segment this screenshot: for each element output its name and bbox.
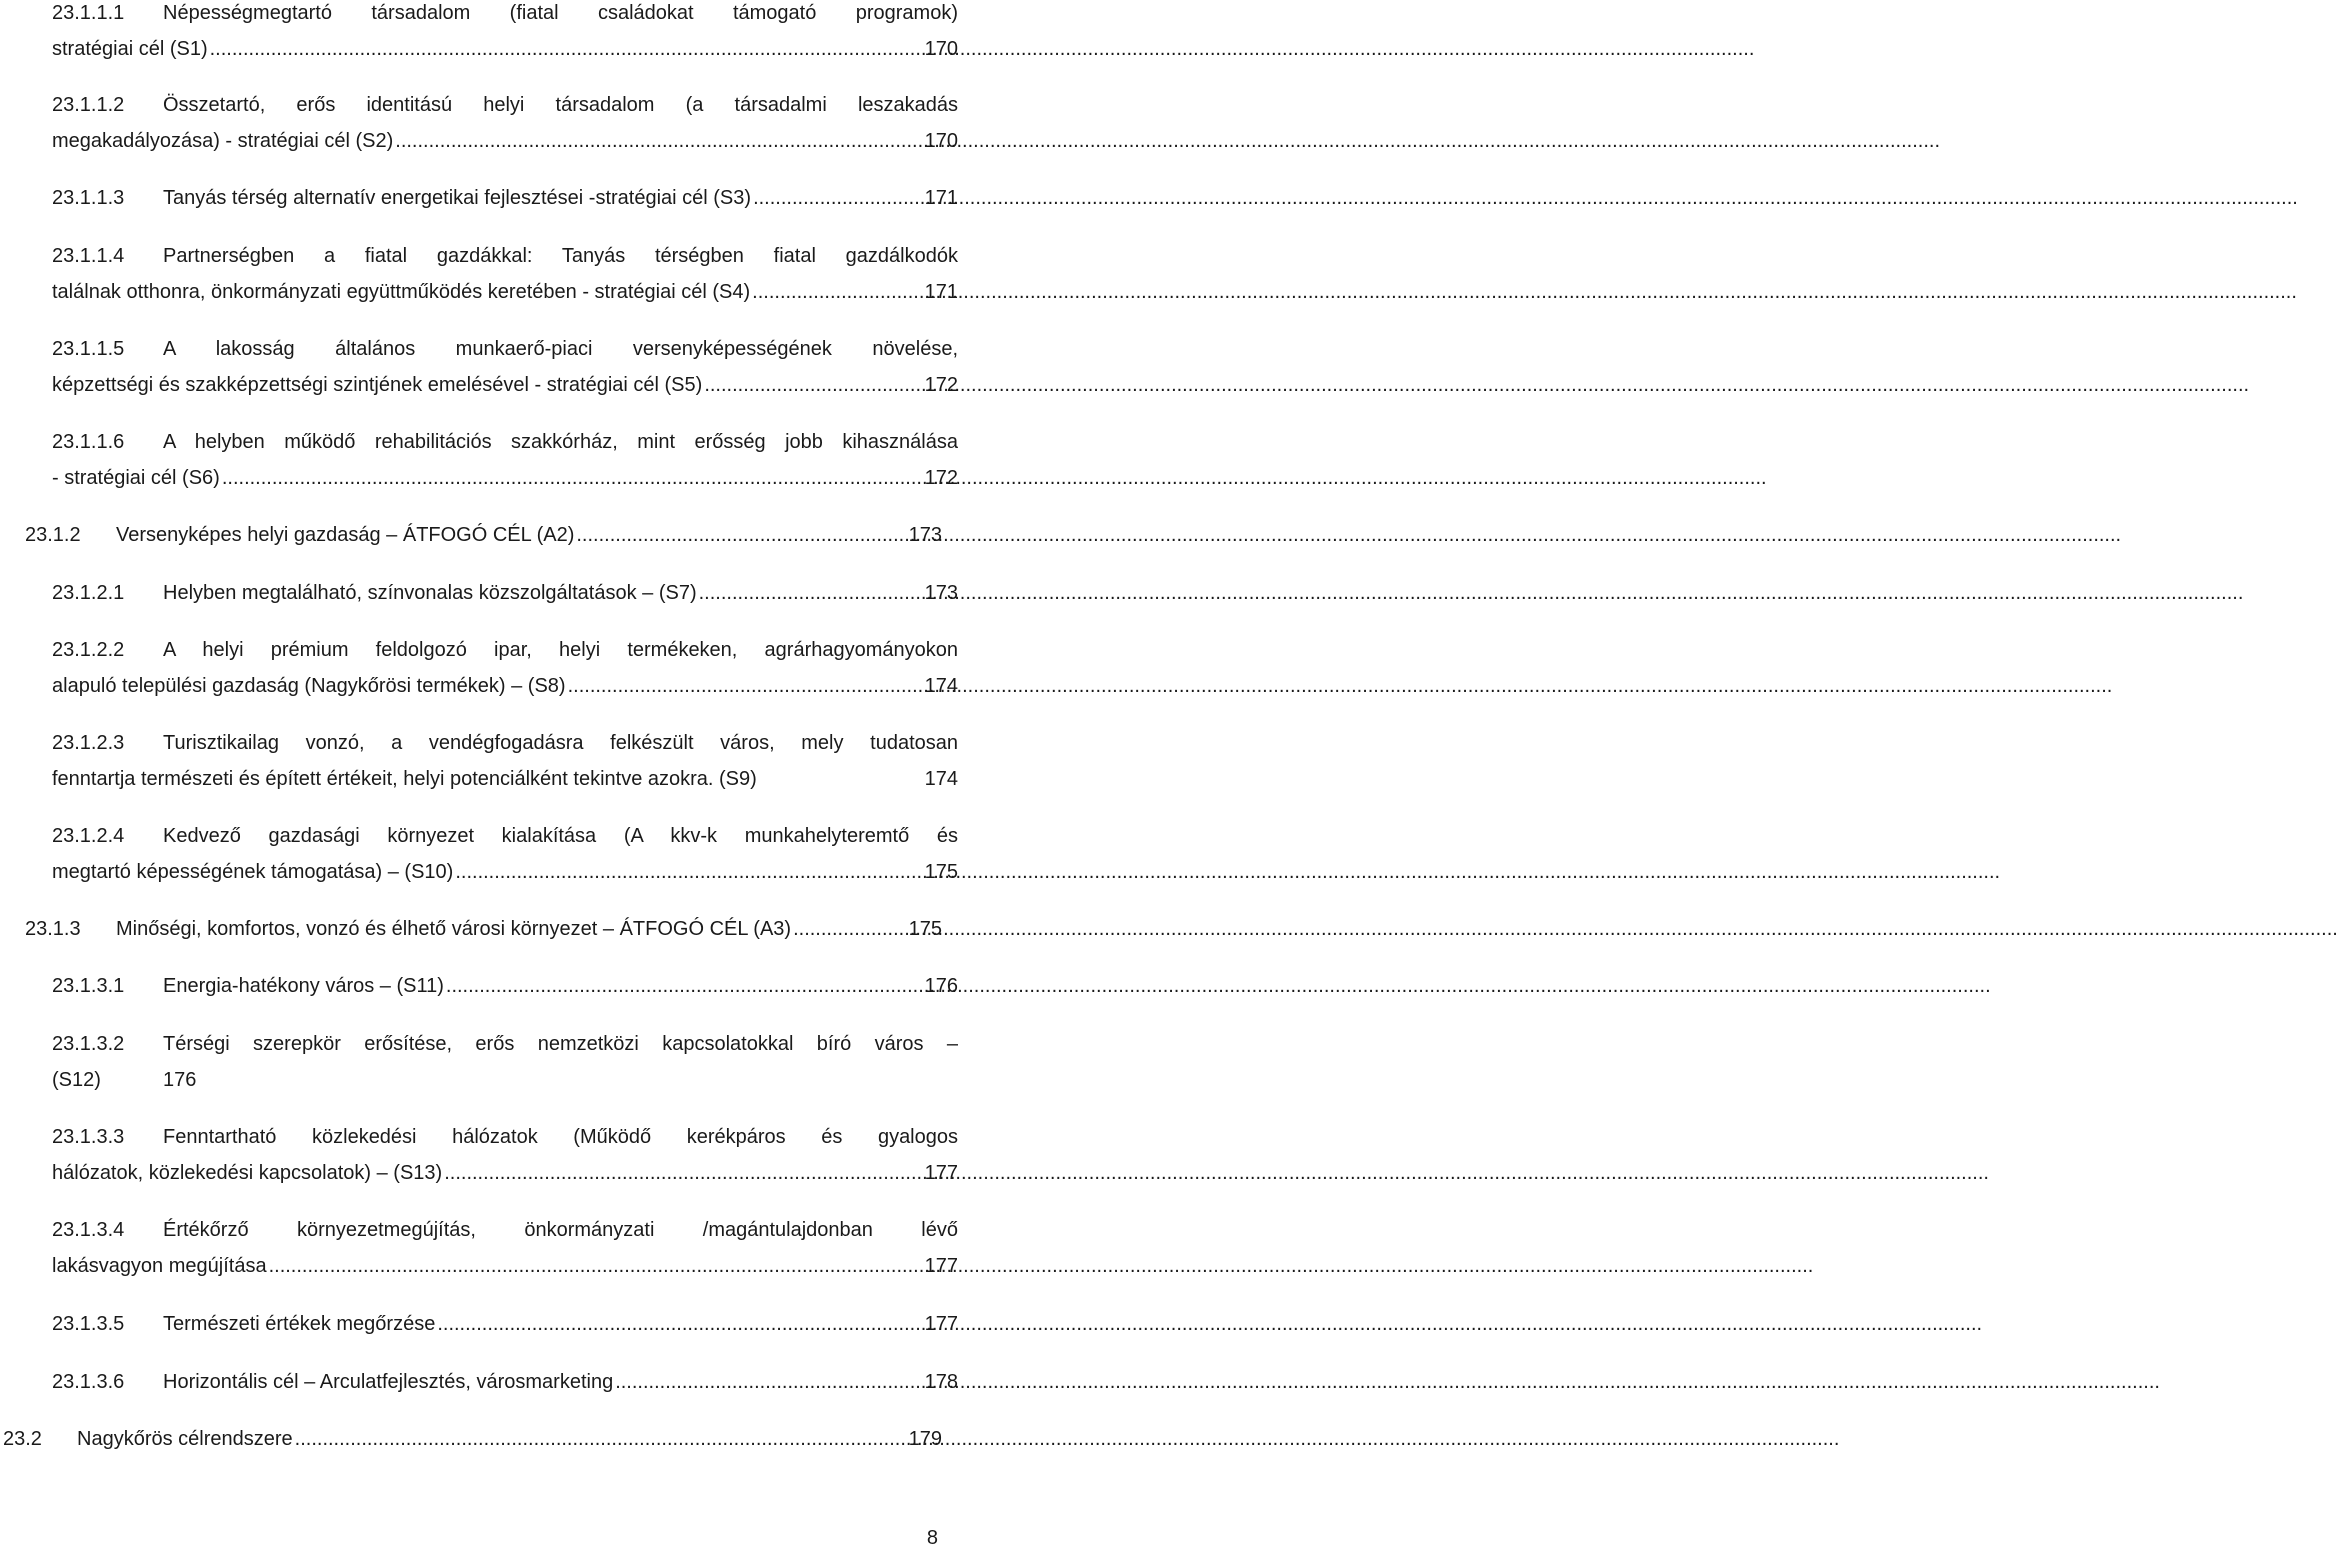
toc-entry-line (25, 517, 942, 553)
toc-entry-title: Minőségi, komfortos, vonzó és élhető városi környezet – ÁTFOGÓ CÉL (A3) (116, 918, 792, 940)
toc-entry-line (52, 1306, 958, 1342)
toc-entry-number: 23.1.1.2 (52, 94, 125, 116)
toc-entry-page: 177 (924, 1255, 958, 1277)
toc-entry[interactable] (52, 1306, 958, 1342)
toc-entry-title: Partnerségben a fiatal gazdákkal: Tanyás térségben fiatal gazdálkodók (163, 245, 958, 267)
toc-entry-line (52, 725, 958, 761)
toc-entry-title: Kedvező gazdasági környezet kialakítása (A kkv-k munkahelyteremtő és (163, 825, 958, 847)
toc-entry-line (52, 1119, 958, 1155)
toc-leader-dots (210, 31, 923, 67)
toc-entry-line (52, 0, 958, 31)
toc-entry-page: 172 (924, 467, 958, 489)
toc-entry-title-cont: (S12) (52, 1069, 101, 1091)
toc-leader-dots (576, 517, 906, 553)
toc-entry-page: 177 (924, 1313, 958, 1335)
toc-entry-title-cont: alapuló települési gazdaság (Nagykőrösi termékek) – (S8) (52, 675, 566, 697)
toc-entry-page: 173 (908, 524, 942, 546)
toc-entry-line (52, 818, 958, 854)
toc-entry-title-cont: hálózatok, közlekedési kapcsolatok) – (S13) (52, 1162, 443, 1184)
toc-entry-line (52, 1364, 958, 1400)
toc-entry-line (52, 123, 958, 159)
toc-leader-dots (446, 968, 923, 1004)
toc-leader-dots (753, 180, 923, 216)
toc-entry-title-cont: megtartó képességének támogatása) – (S10) (52, 861, 454, 883)
toc-entry-line (52, 1026, 958, 1062)
toc-entry-line (52, 632, 958, 668)
toc-entry-page: 172 (924, 374, 958, 396)
toc-entry-page: 174 (924, 675, 958, 697)
toc-entry-title-cont: stratégiai cél (S1) (52, 38, 208, 60)
toc-entry[interactable] (52, 0, 958, 67)
toc-entry-line (52, 668, 958, 704)
toc-leader-dots (615, 1364, 922, 1400)
toc-entry-page: 176 (163, 1069, 197, 1091)
toc-entry-number: 23.2 (3, 1428, 42, 1450)
toc-entry[interactable] (52, 1364, 958, 1400)
toc-entry-title-cont: megakadályozása) - stratégiai cél (S2) (52, 130, 394, 152)
toc-entry-number: 23.1.3.5 (52, 1313, 125, 1335)
toc-entry-number: 23.1.2.1 (52, 582, 125, 604)
toc-entry-title: Versenyképes helyi gazdaság – ÁTFOGÓ CÉL (A2) (116, 524, 575, 546)
toc-entry-page: 171 (924, 281, 958, 303)
toc-entry-title-cont: találnak otthonra, önkormányzati együttműködés keretében - stratégiai cél (S4) (52, 281, 751, 303)
toc-entry-line (52, 331, 958, 367)
toc-entry-title: Összetartó, erős identitású helyi társadalom (a társadalmi leszakadás (163, 94, 958, 116)
toc-entry-title-cont: fenntartja természeti és épített értékeit, helyi potenciálként tekintve azokra. (S9) (52, 768, 757, 790)
toc-entry-number: 23.1.1.5 (52, 338, 125, 360)
toc-entry[interactable] (52, 575, 958, 611)
toc-entry-number: 23.1.3.3 (52, 1126, 125, 1148)
toc-entry-line (52, 1062, 958, 1098)
toc-entry-page: 173 (924, 582, 958, 604)
toc-entry-line (52, 1155, 958, 1191)
toc-leader-dots (752, 274, 922, 310)
toc-entry-page: 170 (924, 38, 958, 60)
toc-entry[interactable] (25, 517, 942, 553)
toc-entry-line (52, 460, 958, 496)
toc-entry[interactable] (52, 1026, 958, 1098)
toc-entry[interactable] (52, 818, 958, 890)
toc-entry[interactable] (52, 424, 958, 496)
toc-entry-number: 23.1.1.1 (52, 2, 125, 24)
toc-entry-line (52, 274, 958, 310)
toc-entry-title: Tanyás térség alternatív energetikai fejlesztései -stratégiai cél (S3) (163, 187, 752, 209)
toc-leader-dots (222, 460, 923, 496)
toc-entry-title: Népességmegtartó társadalom (fiatal családokat támogató programok) (163, 2, 958, 24)
toc-entry[interactable] (25, 911, 942, 947)
toc-leader-dots (269, 1248, 923, 1284)
toc-entry[interactable] (3, 1421, 942, 1457)
toc-entry-page: 171 (924, 187, 958, 209)
toc-entry-title: Turisztikailag vonzó, a vendégfogadásra felkészült város, mely tudatosan (163, 732, 958, 754)
toc-entry-line (52, 575, 958, 611)
toc-entry-title-cont: - stratégiai cél (S6) (52, 467, 220, 489)
toc-entry-title: Nagykőrös célrendszere (77, 1428, 293, 1450)
toc-entry[interactable] (52, 331, 958, 403)
toc-entry-title: Fenntartható közlekedési hálózatok (Működő kerékpáros és gyalogos (163, 1126, 958, 1148)
toc-entry-number: 23.1.3.6 (52, 1371, 125, 1393)
toc-entry-number: 23.1.1.4 (52, 245, 125, 267)
toc-entry-line (52, 968, 958, 1004)
toc-entry-title-cont: képzettségi és szakképzettségi szintjének emelésével - stratégiai cél (S5) (52, 374, 703, 396)
toc-entry-page: 179 (908, 1428, 942, 1450)
toc-entry-page: 175 (924, 861, 958, 883)
toc-entry[interactable] (52, 238, 958, 310)
toc-entry-line (25, 911, 942, 947)
toc-leader-dots (704, 367, 922, 403)
toc-entry-line (52, 761, 958, 797)
toc-entry-title-cont: lakásvagyon megújítása (52, 1255, 267, 1277)
toc-entry-line (52, 1212, 958, 1248)
toc-entry-page: 175 (908, 918, 942, 940)
toc-leader-dots (437, 1306, 922, 1342)
toc-entry[interactable] (52, 725, 958, 797)
toc-entry-number: 23.1.1.3 (52, 187, 125, 209)
toc-entry-page: 178 (924, 1371, 958, 1393)
toc-entry-page: 177 (924, 1162, 958, 1184)
toc-leader-dots (568, 668, 923, 704)
toc-entry[interactable] (52, 632, 958, 704)
toc-entry-number: 23.1.2.3 (52, 732, 125, 754)
toc-entry[interactable] (52, 1212, 958, 1284)
toc-leader-dots (395, 123, 922, 159)
toc-entry-number: 23.1.3.4 (52, 1219, 125, 1241)
toc-entry-line (52, 238, 958, 274)
toc-entry-page: 176 (924, 975, 958, 997)
toc-entry[interactable] (52, 1119, 958, 1191)
toc-entry[interactable] (52, 87, 958, 159)
toc-entry-line (52, 1248, 958, 1284)
toc-entry-number: 23.1.3.2 (52, 1033, 125, 1055)
toc-entry-title: Értékőrző környezetmegújítás, önkormányzati /magántulajdonban lévő (163, 1219, 958, 1241)
toc-entry-page: 174 (924, 768, 958, 790)
toc-entry-line (52, 180, 958, 216)
toc-leader-dots (699, 575, 923, 611)
toc-entry-title: A helyi prémium feldolgozó ipar, helyi termékeken, agrárhagyományokon (163, 639, 958, 661)
toc-entry-line (52, 31, 958, 67)
toc-leader-dots (793, 911, 907, 947)
page-number: 8 (926, 1527, 938, 1549)
toc-entry-line (52, 424, 958, 460)
toc-entry-title: Energia-hatékony város – (S11) (163, 975, 444, 997)
toc-entry-title: A lakosság általános munkaerő-piaci versenyképességének növelése, (163, 338, 958, 360)
toc-entry-number: 23.1.2.4 (52, 825, 125, 847)
toc-entry-page: 170 (924, 130, 958, 152)
toc-entry-title: Horizontális cél – Arculatfejlesztés, városmarketing (163, 1371, 614, 1393)
toc-leader-dots (444, 1155, 922, 1191)
toc-leader-dots (455, 854, 922, 890)
toc-entry-title: A helyben működő rehabilitációs szakkórház, mint erősség jobb kihasználása (163, 431, 958, 453)
toc-entry-number: 23.1.2.2 (52, 639, 125, 661)
toc-entry-number: 23.1.1.6 (52, 431, 125, 453)
toc-entry[interactable] (52, 968, 958, 1004)
toc-entry-line (3, 1421, 942, 1457)
toc-entry[interactable] (52, 180, 958, 216)
toc-entry-line (52, 367, 958, 403)
toc-entry-line (52, 854, 958, 890)
toc-leader-dots (295, 1421, 907, 1457)
toc-entry-title: Természeti értékek megőrzése (163, 1313, 436, 1335)
toc-entry-title: Térségi szerepkör erősítése, erős nemzetközi kapcsolatokkal bíró város – (163, 1033, 958, 1055)
toc-entry-line (52, 87, 958, 123)
toc-entry-number: 23.1.3 (25, 918, 81, 940)
toc-entry-title: Helyben megtalálható, színvonalas közszolgáltatások – (S7) (163, 582, 697, 604)
toc-entry-number: 23.1.3.1 (52, 975, 125, 997)
toc-entry-number: 23.1.2 (25, 524, 81, 546)
